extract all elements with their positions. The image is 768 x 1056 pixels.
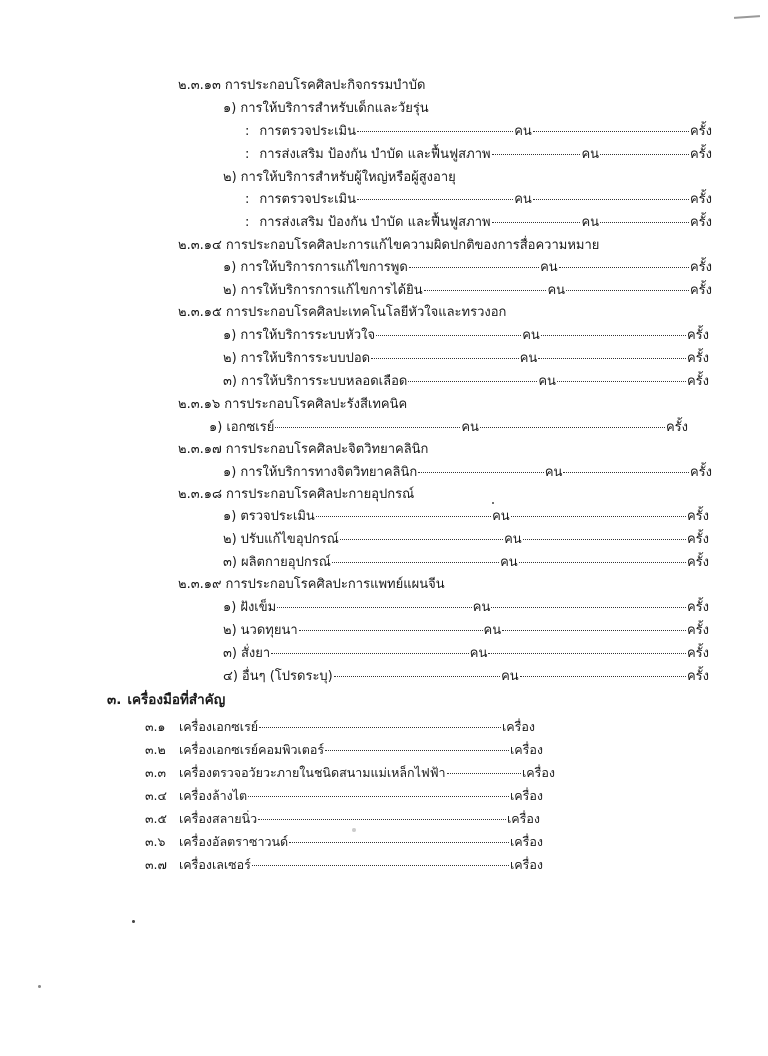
item-label: สั่งยา [240, 646, 271, 661]
section-2-3-17-heading [178, 441, 428, 459]
form-line [223, 531, 709, 549]
item-label: การตรวจประเมิน [259, 124, 357, 139]
unit-machine: เครื่อง [510, 834, 543, 849]
item-label: ฝังเข็ม [240, 600, 277, 615]
person-blank[interactable] [418, 472, 544, 473]
unit-times: ครั้ง [689, 124, 713, 139]
sub-item [223, 100, 429, 118]
unit-person: คน [540, 260, 558, 275]
unit-times: ครั้ง [689, 465, 712, 480]
form-line [245, 146, 712, 164]
person-blank[interactable] [408, 381, 537, 382]
unit-person: คน [581, 147, 600, 162]
item-label: การให้บริการระบบหัวใจ [240, 328, 376, 343]
unit-times: ครั้ง [689, 283, 712, 298]
person-blank[interactable] [357, 199, 513, 200]
item-label: การตรวจประเมิน [259, 192, 357, 207]
item-number: ๓) [223, 555, 237, 570]
section-2-3-19-heading [178, 576, 445, 594]
person-blank[interactable] [277, 607, 472, 608]
item-label: การให้บริการการแก้ไขการได้ยิน [240, 283, 423, 298]
item-number: ๓.๖ [145, 834, 166, 849]
section-title: เครื่องมือที่สำคัญ [127, 692, 226, 708]
item-number: ๒) [223, 351, 237, 366]
scan-speck [38, 985, 41, 988]
section-title: การประกอบโรคศิลปะเทคโนโลยีหัวใจและทรวงอก [225, 305, 507, 320]
item-label: เครื่องเอกซเรย์คอมพิวเตอร์ [179, 742, 325, 757]
person-blank[interactable] [275, 427, 460, 428]
times-blank[interactable] [488, 653, 686, 654]
unit-person: คน [547, 283, 566, 298]
item-number: ๑) [223, 509, 237, 524]
item-label: การให้บริการสำหรับผู้ใหญ่หรือผู้สูงอายุ [240, 170, 456, 185]
scan-mark [734, 15, 760, 19]
machine-blank[interactable] [325, 750, 509, 751]
form-line [223, 282, 712, 300]
person-blank[interactable] [340, 539, 503, 540]
item-label: เครื่องตรวจอวัยวะภายในชนิดสนามแม่เหล็กไฟฟ้า [179, 765, 446, 780]
person-blank[interactable] [299, 630, 483, 631]
machine-blank[interactable] [248, 796, 509, 797]
section-2-3-15-heading [178, 304, 506, 322]
unit-person: คน [544, 465, 563, 480]
unit-person: คน [469, 646, 488, 661]
item-label: ผลิตกายอุปกรณ์ [240, 555, 331, 570]
person-blank[interactable] [492, 222, 581, 223]
item-number: ๓.๓ [145, 765, 167, 780]
machine-blank[interactable] [289, 842, 509, 843]
unit-times: ครั้ง [686, 600, 710, 615]
form-line [223, 622, 709, 640]
form-line [223, 350, 709, 368]
unit-times: ครั้ง [665, 420, 689, 435]
item-label: นวดทุยนา [240, 623, 298, 638]
item-label: อื่นๆ (โปรดระบุ) [241, 669, 333, 684]
times-blank[interactable] [491, 607, 686, 608]
item-label: การส่งเสริม ป้องกัน บำบัด และฟื้นฟูสภาพ [259, 215, 491, 230]
form-line [209, 419, 688, 437]
item-label: การให้บริการการแก้ไขการพูด [240, 260, 408, 275]
unit-times: ครั้ง [689, 147, 712, 162]
person-blank[interactable] [371, 358, 519, 359]
section-title: การประกอบโรคศิลปะจิตวิทยาคลินิก [225, 442, 429, 457]
colon: : [245, 124, 250, 139]
form-line [223, 668, 709, 686]
unit-person: คน [492, 509, 510, 524]
unit-person: คน [461, 420, 479, 435]
person-blank[interactable] [271, 653, 469, 654]
item-number: ๑) [223, 101, 237, 116]
unit-person: คน [504, 532, 522, 547]
section-number: ๒.๓.๑๙ [178, 577, 222, 592]
section-number: ๒.๓.๑๖ [178, 397, 221, 412]
unit-person: คน [501, 669, 519, 684]
unit-machine: เครื่อง [522, 765, 555, 780]
item-number: ๓.๑ [145, 719, 166, 734]
form-line [245, 191, 712, 209]
form-line [223, 508, 709, 526]
item-number: ๑) [223, 260, 237, 275]
form-line [223, 373, 709, 391]
item-number: ๓) [223, 374, 237, 389]
times-blank[interactable] [541, 335, 686, 336]
unit-times: ครั้ง [686, 374, 709, 389]
scan-speck [492, 502, 494, 504]
times-blank[interactable] [519, 562, 686, 563]
scan-speck [352, 828, 356, 832]
item-label: การส่งเสริม ป้องกัน บำบัด และฟื้นฟูสภาพ [259, 147, 491, 162]
item-number: ๑) [223, 465, 237, 480]
item-label: เครื่องล้างไต [179, 788, 248, 803]
equipment-line [145, 718, 535, 736]
item-label: เครื่องอัลตราซาวนด์ [179, 834, 289, 849]
unit-times: ครั้ง [689, 260, 712, 275]
form-line [223, 645, 709, 663]
item-label: การให้บริการทางจิตวิทยาคลินิก [240, 465, 418, 480]
times-blank[interactable] [538, 358, 686, 359]
person-blank[interactable] [376, 335, 521, 336]
times-blank[interactable] [502, 630, 686, 631]
section-title: การประกอบโรคศิลปะการแพทย์แผนจีน [225, 577, 445, 592]
person-blank[interactable] [332, 562, 499, 563]
times-blank[interactable] [563, 472, 689, 473]
unit-machine: เครื่อง [507, 811, 540, 826]
equipment-line [145, 787, 543, 805]
item-number: ๒) [223, 623, 237, 638]
unit-times: ครั้ง [686, 669, 710, 684]
unit-times: ครั้ง [686, 555, 710, 570]
person-blank[interactable] [357, 131, 513, 132]
item-label: เครื่องสลายนิ่ว [179, 811, 258, 826]
unit-times: ครั้ง [686, 532, 710, 547]
unit-machine: เครื่อง [510, 788, 543, 803]
person-blank[interactable] [492, 154, 581, 155]
item-number: ๓.๔ [145, 788, 167, 803]
times-blank[interactable] [600, 154, 689, 155]
section-number: ๓. [107, 692, 122, 708]
person-blank[interactable] [409, 267, 539, 268]
unit-person: คน [514, 124, 532, 139]
unit-person: คน [514, 192, 532, 207]
section-number: ๒.๓.๑๓ [178, 78, 221, 93]
colon: : [245, 147, 250, 162]
unit-times: ครั้ง [686, 351, 709, 366]
section-2-3-16-heading [178, 396, 407, 414]
item-label: การให้บริการระบบหลอดเลือด [240, 374, 408, 389]
form-line [245, 123, 712, 141]
unit-person: คน [522, 328, 540, 343]
colon: : [245, 215, 250, 230]
item-label: เอกซเรย์ [226, 420, 275, 435]
item-number: ๒) [223, 170, 237, 185]
times-blank[interactable] [533, 131, 689, 132]
unit-machine: เครื่อง [510, 742, 543, 757]
item-number: ๓.๒ [145, 742, 166, 757]
unit-times: ครั้ง [686, 509, 710, 524]
person-blank[interactable] [316, 516, 491, 517]
form-line [223, 327, 709, 345]
unit-person: คน [581, 215, 600, 230]
section-3-heading [107, 691, 225, 709]
item-number: ๒) [223, 283, 237, 298]
item-number: ๓.๗ [145, 857, 167, 872]
times-blank[interactable] [600, 222, 689, 223]
equipment-line [145, 810, 540, 828]
times-blank[interactable] [480, 427, 665, 428]
unit-times: ครั้ง [686, 623, 710, 638]
times-blank[interactable] [566, 290, 689, 291]
item-label: การให้บริการระบบปอด [240, 351, 371, 366]
item-number: ๓.๕ [145, 811, 167, 826]
item-label: เครื่องเลเซอร์ [179, 857, 251, 872]
unit-times: ครั้ง [686, 646, 710, 661]
unit-times: ครั้ง [689, 215, 712, 230]
item-label: ปรับแก้ไขอุปกรณ์ [240, 532, 339, 547]
section-title: การประกอบโรคศิลปะกิจกรรมบำบัด [224, 78, 426, 93]
form-line [223, 554, 709, 572]
machine-blank[interactable] [447, 773, 521, 774]
times-blank[interactable] [533, 199, 689, 200]
section-number: ๒.๓.๑๘ [178, 487, 223, 502]
form-line [245, 214, 712, 232]
item-number: ๔) [223, 669, 238, 684]
section-title: การประกอบโรคศิลปะรังสีเทคนิค [224, 397, 408, 412]
item-number: ๒) [223, 532, 237, 547]
item-number: ๑) [209, 420, 223, 435]
colon: : [245, 192, 250, 207]
times-blank[interactable] [520, 676, 686, 677]
equipment-line [145, 833, 543, 851]
form-line [223, 464, 712, 482]
person-blank[interactable] [424, 290, 547, 291]
item-number: ๓) [223, 646, 237, 661]
item-number: ๑) [223, 600, 237, 615]
machine-blank[interactable] [259, 727, 501, 728]
person-blank[interactable] [334, 676, 500, 677]
form-line [223, 599, 709, 617]
unit-times: ครั้ง [686, 328, 709, 343]
unit-person: คน [538, 374, 556, 389]
machine-blank[interactable] [258, 819, 506, 820]
unit-times: ครั้ง [689, 192, 713, 207]
section-number: ๒.๓.๑๔ [178, 238, 222, 253]
sub-item [223, 169, 456, 187]
form-line [223, 259, 712, 277]
item-label: การให้บริการสำหรับเด็กและวัยรุ่น [240, 101, 429, 116]
section-number: ๒.๓.๑๕ [178, 305, 222, 320]
unit-machine: เครื่อง [502, 719, 535, 734]
unit-person: คน [519, 351, 538, 366]
section-title: การประกอบโรคศิลปะกายอุปกรณ์ [226, 487, 415, 502]
item-label: เครื่องเอกซเรย์ [179, 719, 259, 734]
section-2-3-14-heading [178, 237, 599, 255]
scan-speck [132, 920, 135, 923]
section-number: ๒.๓.๑๗ [178, 442, 222, 457]
item-number: ๑) [223, 328, 237, 343]
equipment-line [145, 741, 543, 759]
section-2-3-13-heading [178, 77, 425, 95]
item-label: ตรวจประเมิน [240, 509, 315, 524]
machine-blank[interactable] [252, 865, 509, 866]
equipment-line [145, 856, 543, 874]
times-blank[interactable] [511, 516, 686, 517]
unit-machine: เครื่อง [510, 857, 543, 872]
section-2-3-18-heading [178, 486, 414, 504]
section-title: การประกอบโรคศิลปะการแก้ไขความผิดปกติของการสื่อความหมาย [225, 238, 600, 253]
unit-person: คน [472, 600, 491, 615]
unit-person: คน [500, 555, 518, 570]
times-blank[interactable] [557, 381, 686, 382]
unit-person: คน [483, 623, 502, 638]
equipment-line [145, 764, 555, 782]
times-blank[interactable] [523, 539, 686, 540]
times-blank[interactable] [559, 267, 689, 268]
